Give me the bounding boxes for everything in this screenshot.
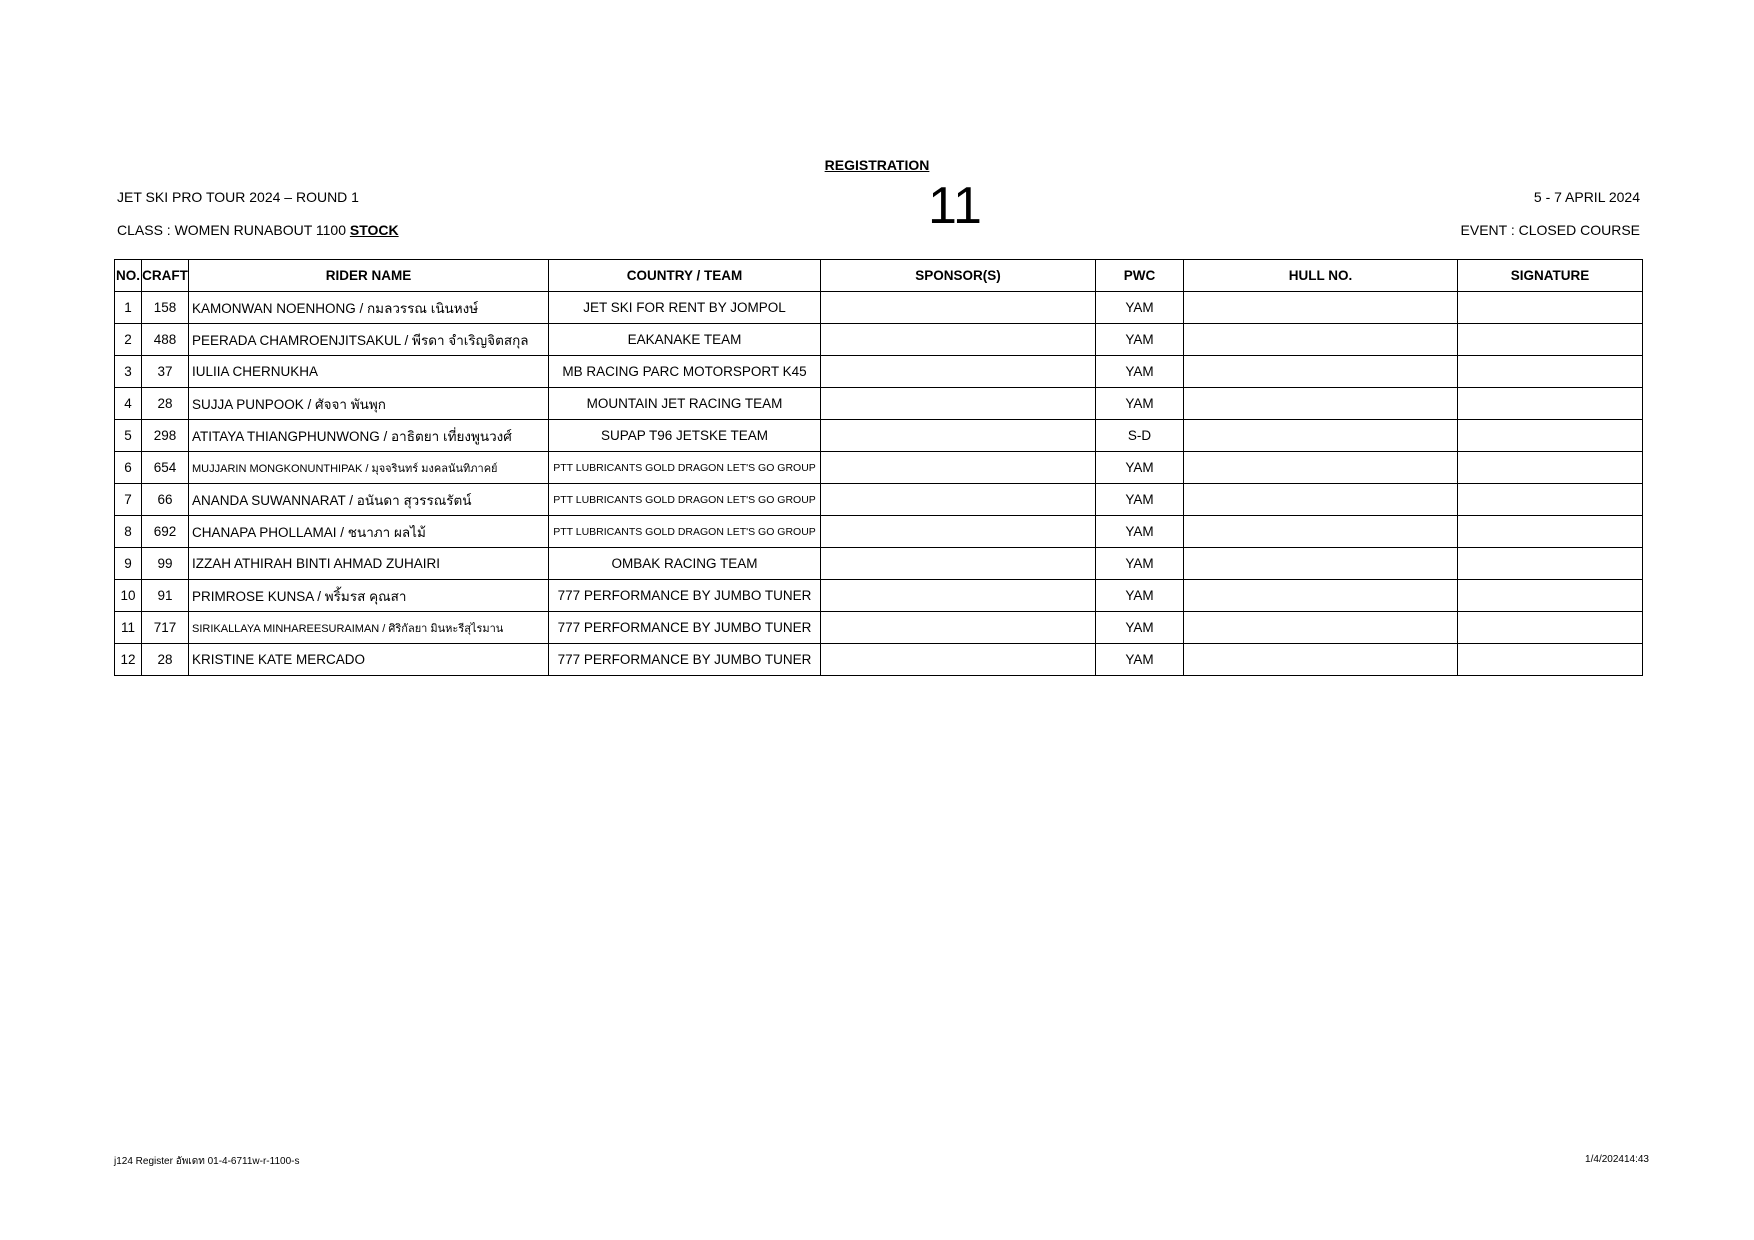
cell-rider-name: IULIIA CHERNUKHA: [189, 356, 549, 388]
cell-craft: 488: [142, 324, 189, 356]
cell-team: EAKANAKE TEAM: [549, 324, 821, 356]
cell-pwc: YAM: [1096, 612, 1184, 644]
cell-signature: [1458, 580, 1643, 612]
class-label: [117, 222, 399, 238]
class-prefix: CLASS : WOMEN RUNABOUT 1100: [117, 222, 350, 238]
cell-sponsor: [821, 452, 1096, 484]
cell-sponsor: [821, 420, 1096, 452]
cell-rider-name: CHANAPA PHOLLAMAI / ชนาภา ผลไม้: [189, 516, 549, 548]
cell-sponsor: [821, 516, 1096, 548]
table-row: [115, 292, 1643, 324]
cell-team: 777 PERFORMANCE BY JUMBO TUNER: [549, 580, 821, 612]
cell-hull-no: [1184, 516, 1458, 548]
cell-signature: [1458, 388, 1643, 420]
cell-signature: [1458, 516, 1643, 548]
cell-craft: 654: [142, 452, 189, 484]
cell-rider-name: ATITAYA THIANGPHUNWONG / อาธิตยา เที่ยงพูนวงศ์: [189, 420, 549, 452]
cell-hull-no: [1184, 548, 1458, 580]
cell-team: 777 PERFORMANCE BY JUMBO TUNER: [549, 644, 821, 676]
cell-no: 2: [115, 324, 142, 356]
cell-team: MOUNTAIN JET RACING TEAM: [549, 388, 821, 420]
cell-no: 7: [115, 484, 142, 516]
table-row: [115, 580, 1643, 612]
cell-no: 4: [115, 388, 142, 420]
cell-hull-no: [1184, 580, 1458, 612]
col-header-rider-name: RIDER NAME: [189, 260, 549, 292]
cell-team: PTT LUBRICANTS GOLD DRAGON LET'S GO GROUP: [549, 452, 821, 484]
cell-hull-no: [1184, 388, 1458, 420]
cell-signature: [1458, 644, 1643, 676]
cell-craft: 158: [142, 292, 189, 324]
cell-craft: 91: [142, 580, 189, 612]
cell-craft: 37: [142, 356, 189, 388]
cell-signature: [1458, 420, 1643, 452]
cell-sponsor: [821, 580, 1096, 612]
cell-no: 6: [115, 452, 142, 484]
table-row: [115, 452, 1643, 484]
table-row: [115, 324, 1643, 356]
cell-pwc: S-D: [1096, 420, 1184, 452]
cell-hull-no: [1184, 644, 1458, 676]
cell-no: 11: [115, 612, 142, 644]
col-header-no: NO.: [115, 260, 142, 292]
cell-rider-name: MUJJARIN MONGKONUNTHIPAK / มุจจรินทร์ มงคลนันทิภาคย์: [189, 452, 549, 484]
event-date: 5 - 7 APRIL 2024: [1533, 189, 1640, 205]
col-header-signature: SIGNATURE: [1458, 260, 1643, 292]
cell-craft: 717: [142, 612, 189, 644]
cell-no: 12: [115, 644, 142, 676]
cell-no: 5: [115, 420, 142, 452]
cell-sponsor: [821, 388, 1096, 420]
cell-signature: [1458, 548, 1643, 580]
document-title: REGISTRATION: [824, 157, 930, 173]
cell-rider-name: SUJJA PUNPOOK / ศัจจา พันพุก: [189, 388, 549, 420]
cell-craft: 28: [142, 388, 189, 420]
cell-hull-no: [1184, 292, 1458, 324]
footer-timestamp: 1/4/202414:43: [1585, 1154, 1649, 1165]
cell-signature: [1458, 452, 1643, 484]
cell-signature: [1458, 356, 1643, 388]
cell-rider-name: ANANDA SUWANNARAT / อนันดา สุวรรณรัตน์: [189, 484, 549, 516]
cell-no: 10: [115, 580, 142, 612]
cell-no: 8: [115, 516, 142, 548]
cell-sponsor: [821, 292, 1096, 324]
cell-sponsor: [821, 644, 1096, 676]
table-row: [115, 644, 1643, 676]
cell-craft: 692: [142, 516, 189, 548]
col-header-country-team: COUNTRY / TEAM: [549, 260, 821, 292]
cell-rider-name: PRIMROSE KUNSA / พริ้มรส คุณสา: [189, 580, 549, 612]
cell-pwc: YAM: [1096, 484, 1184, 516]
cell-hull-no: [1184, 452, 1458, 484]
cell-craft: 298: [142, 420, 189, 452]
registration-table: [114, 259, 1643, 676]
cell-team: PTT LUBRICANTS GOLD DRAGON LET'S GO GROUP: [549, 516, 821, 548]
cell-no: 3: [115, 356, 142, 388]
cell-craft: 28: [142, 644, 189, 676]
col-header-pwc: PWC: [1096, 260, 1184, 292]
table-row: [115, 484, 1643, 516]
cell-team: JET SKI FOR RENT BY JOMPOL: [549, 292, 821, 324]
cell-pwc: YAM: [1096, 516, 1184, 548]
col-header-craft: CRAFT: [142, 260, 189, 292]
col-header-hull-no: HULL NO.: [1184, 260, 1458, 292]
footer-file-reference: j124 Register อัพเดท 01-4-6711w-r-1100-s: [114, 1156, 300, 1167]
cell-pwc: YAM: [1096, 324, 1184, 356]
cell-pwc: YAM: [1096, 580, 1184, 612]
cell-team: OMBAK RACING TEAM: [549, 548, 821, 580]
cell-pwc: YAM: [1096, 452, 1184, 484]
table-row: [115, 548, 1643, 580]
event-name: JET SKI PRO TOUR 2024 – ROUND 1: [117, 189, 359, 205]
cell-sponsor: [821, 324, 1096, 356]
event-type: EVENT : CLOSED COURSE: [1460, 222, 1640, 238]
class-number: 11: [928, 177, 982, 235]
cell-sponsor: [821, 484, 1096, 516]
cell-pwc: YAM: [1096, 292, 1184, 324]
cell-pwc: YAM: [1096, 548, 1184, 580]
cell-hull-no: [1184, 484, 1458, 516]
cell-signature: [1458, 484, 1643, 516]
cell-team: MB RACING PARC MOTORSPORT K45: [549, 356, 821, 388]
cell-sponsor: [821, 548, 1096, 580]
cell-hull-no: [1184, 324, 1458, 356]
cell-team: SUPAP T96 JETSKE TEAM: [549, 420, 821, 452]
table-row: [115, 420, 1643, 452]
cell-signature: [1458, 612, 1643, 644]
cell-signature: [1458, 324, 1643, 356]
table-header-row: [115, 260, 1643, 292]
cell-hull-no: [1184, 612, 1458, 644]
cell-hull-no: [1184, 420, 1458, 452]
cell-pwc: YAM: [1096, 644, 1184, 676]
table-row: [115, 388, 1643, 420]
cell-no: 9: [115, 548, 142, 580]
cell-craft: 66: [142, 484, 189, 516]
table-row: [115, 612, 1643, 644]
cell-no: 1: [115, 292, 142, 324]
cell-team: 777 PERFORMANCE BY JUMBO TUNER: [549, 612, 821, 644]
cell-signature: [1458, 292, 1643, 324]
cell-rider-name: PEERADA CHAMROENJITSAKUL / พีรดา จำเริญจิตสกุล: [189, 324, 549, 356]
cell-rider-name: KRISTINE KATE MERCADO: [189, 644, 549, 676]
cell-sponsor: [821, 356, 1096, 388]
cell-pwc: YAM: [1096, 356, 1184, 388]
cell-rider-name: SIRIKALLAYA MINHAREESURAIMAN / ศิริกัลยา มินหะรีสุไรมาน: [189, 612, 549, 644]
cell-team: PTT LUBRICANTS GOLD DRAGON LET'S GO GROUP: [549, 484, 821, 516]
table-row: [115, 356, 1643, 388]
col-header-sponsors: SPONSOR(S): [821, 260, 1096, 292]
cell-rider-name: IZZAH ATHIRAH BINTI AHMAD ZUHAIRI: [189, 548, 549, 580]
cell-craft: 99: [142, 548, 189, 580]
cell-sponsor: [821, 612, 1096, 644]
cell-hull-no: [1184, 356, 1458, 388]
cell-rider-name: KAMONWAN NOENHONG / กมลวรรณ เนินหงษ์: [189, 292, 549, 324]
class-stock: STOCK: [349, 222, 399, 238]
table-row: [115, 516, 1643, 548]
cell-pwc: YAM: [1096, 388, 1184, 420]
